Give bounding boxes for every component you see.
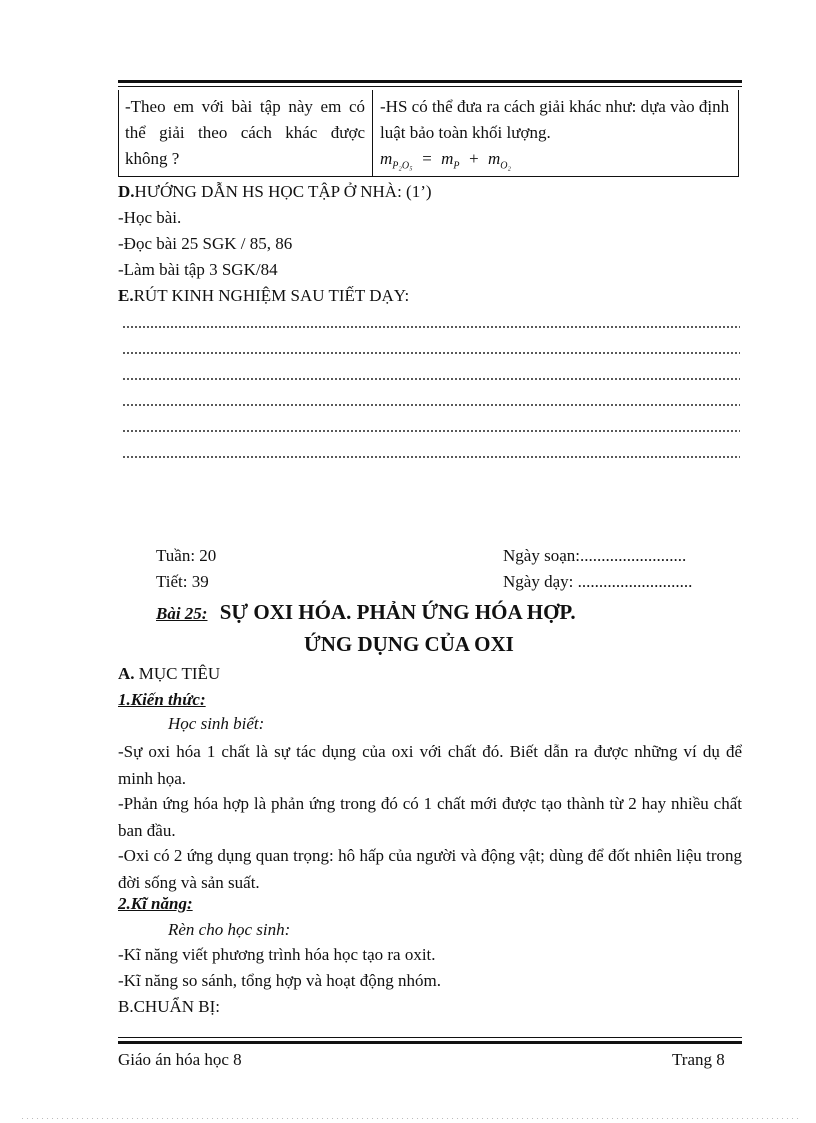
table-divider <box>372 90 373 176</box>
section-d-item: -Làm bài tập 3 SGK/84 <box>118 260 278 279</box>
notes-line <box>122 430 740 432</box>
knowledge-item: -Phản ứng hóa hợp là phản ứng trong đó có 1 chất mới được tạo thành từ 2 hay nhiều chất ban đầu. <box>118 794 742 840</box>
footer-title: Giáo án hóa học 8 <box>118 1050 242 1069</box>
knowledge-intro: Học sinh biết: <box>168 714 265 733</box>
page-edge-dots <box>20 1118 800 1119</box>
date-prepared: Ngày soạn:......................... <box>503 546 687 565</box>
notes-line <box>122 456 740 458</box>
skills-heading: 2.Kĩ năng: <box>118 894 193 913</box>
notes-line <box>122 378 740 380</box>
table-answer-text: -HS có thể đưa ra cách giải khác như: dựa vào định luật bảo toàn khối lượng. <box>380 97 730 142</box>
notes-line <box>122 352 740 354</box>
header-rule-thin <box>118 86 742 87</box>
skills-intro: Rèn cho học sinh: <box>168 920 291 939</box>
section-d-item: -Học bài. <box>118 208 182 227</box>
skills-item: -Kĩ năng viết phương trình hóa học tạo ra oxit. <box>118 945 436 964</box>
notes-line <box>122 326 740 328</box>
section-e-heading: E.RÚT KINH NGHIỆM SAU TIẾT DẠY: <box>118 286 410 305</box>
footer-rule-thin <box>118 1037 742 1038</box>
lesson-title-line1: Bài 25: SỰ OXI HÓA. PHẢN ỨNG HÓA HỢP. <box>156 600 576 624</box>
table-question-cell: -Theo em với bài tập này em có thể giải theo cách khác được không ? <box>125 97 365 168</box>
knowledge-item: -Sự oxi hóa 1 chất là sự tác dụng của oxi với chất đó. Biết dẫn ra được những ví dụ để minh họa. <box>118 742 742 788</box>
notes-line <box>122 404 740 406</box>
section-d-item: -Đọc bài 25 SGK / 85, 86 <box>118 234 293 253</box>
qa-table <box>118 90 739 177</box>
skills-item: -Kĩ năng so sánh, tổng hợp và hoạt động nhóm. <box>118 971 441 990</box>
section-d-heading: D.HƯỚNG DẪN HS HỌC TẬP Ở NHÀ: (1’) <box>118 182 432 201</box>
period-label: Tiết: 39 <box>156 572 209 591</box>
lesson-title-line2: ỨNG DỤNG CỦA OXI <box>304 632 514 656</box>
footer-rule-thick <box>118 1041 742 1044</box>
table-answer-cell <box>380 94 732 179</box>
page-number: Trang 8 <box>672 1050 725 1069</box>
section-b-heading: B.CHUẨN BỊ: <box>118 997 221 1016</box>
knowledge-heading: 1.Kiến thức: <box>118 690 206 709</box>
mass-formula: $m_{P_2O_5} = m_P + m_{O_2}$ <box>380 149 511 172</box>
header-rule-thick <box>118 80 742 83</box>
date-taught: Ngày dạy: ........................... <box>503 572 693 591</box>
lesson-label: Bài 25: <box>156 604 208 623</box>
section-a-heading: A. MỤC TIÊU <box>118 664 221 683</box>
week-label: Tuần: 20 <box>156 546 217 565</box>
knowledge-item: -Oxi có 2 ứng dụng quan trọng: hô hấp của người và động vật; dùng để đốt nhiên liệu trong đời sống và sản suất. <box>118 846 742 892</box>
